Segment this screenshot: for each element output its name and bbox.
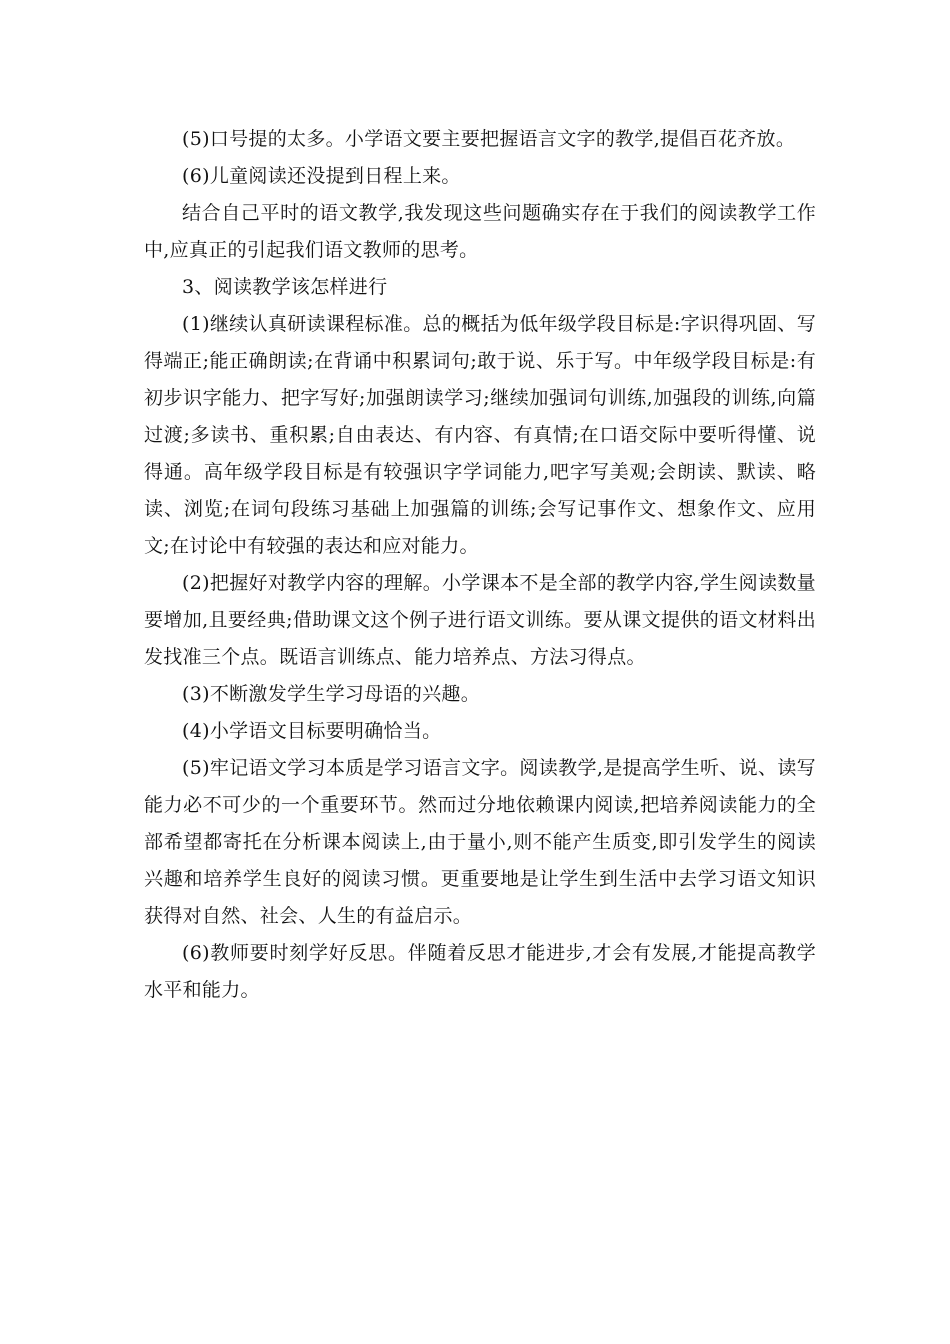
paragraph-item-6-children-reading: (6)儿童阅读还没提到日程上来。: [182, 165, 461, 187]
paragraph-point-3-interest: (3)不断激发学生学习母语的兴趣。: [182, 683, 481, 705]
document-body: [144, 121, 816, 1009]
paragraph-point-6-reflection: (6)教师要时刻学好反思。伴随着反思才能进步,才会有发展,才能提高教学水平和能力。: [144, 942, 816, 1001]
paragraph-point-1-curriculum: (1)继续认真研读课程标准。总的概括为低年级学段目标是:字识得巩固、写得端正;能正确朗读;在背诵中积累词句;敢于说、乐于写。中年级学段目标是:有初步识字能力、把字写好;加强朗读学习;继续加强词句训练,加强段的训练,向篇过渡;多读书、重积累;自由表达、有内容、有真情;在口语交际中要听得懂、说得通。高年级学段目标是有较强识字学词能力,吧字写美观;会朗读、默读、略读、浏览;在词句段练习基础上加强篇的训练;会写记事作文、想象作文、应用文;在讨论中有较强的表达和应对能力。: [144, 313, 816, 557]
paragraph-point-5-essence: (5)牢记语文学习本质是学习语言文字。阅读教学,是提高学生听、说、读写能力必不可少的一个重要环节。然而过分地依赖课内阅读,把培养阅读能力的全部希望都寄托在分析课本阅读上,由于量小,则不能产生质变,即引发学生的阅读兴趣和培养学生良好的阅读习惯。更重要地是让学生到生活中去学习语文知识获得对自然、社会、人生的有益启示。: [144, 757, 816, 927]
paragraph-reflection: 结合自己平时的语文教学,我发现这些问题确实存在于我们的阅读教学工作中,应真正的引起我们语文教师的思考。: [144, 202, 816, 261]
section-heading-3: 3、阅读教学该怎样进行: [182, 276, 388, 298]
paragraph-item-5-slogans: (5)口号提的太多。小学语文要主要把握语言文字的教学,提倡百花齐放。: [182, 128, 796, 150]
paragraph-point-2-content: (2)把握好对教学内容的理解。小学课本不是全部的教学内容,学生阅读数量要增加,且要经典;借助课文这个例子进行语文训练。要从课文提供的语文材料出发找准三个点。既语言训练点、能力培养点、方法习得点。: [144, 572, 816, 668]
paragraph-point-4-goals: (4)小学语文目标要明确恰当。: [182, 720, 442, 742]
